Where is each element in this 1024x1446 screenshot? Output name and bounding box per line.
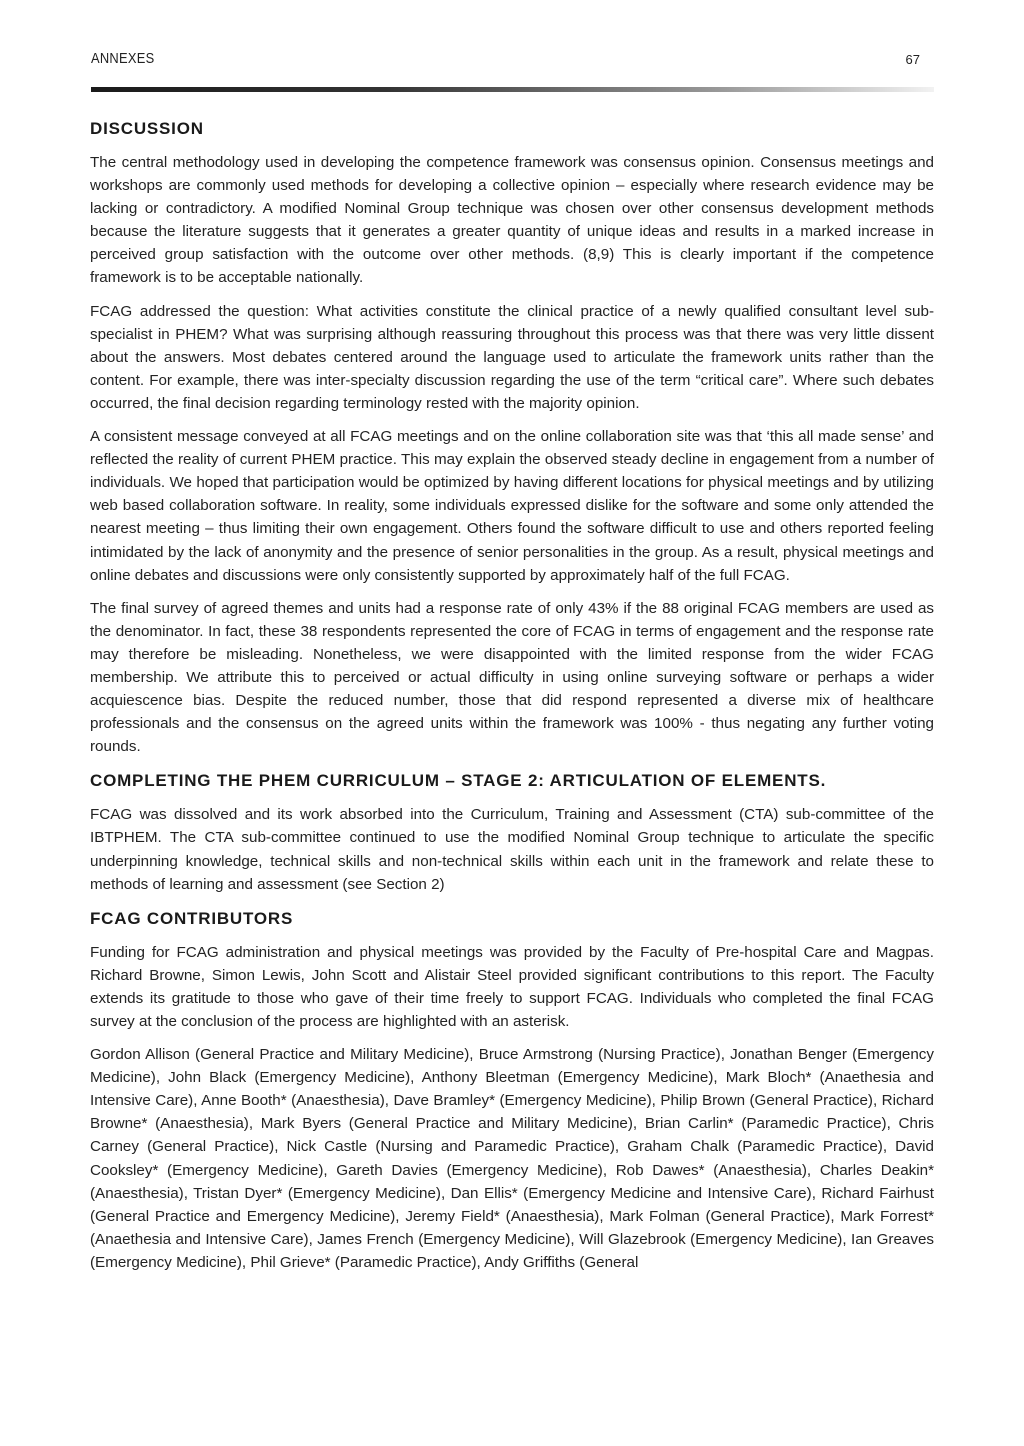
section-curriculum-stage-2 [90, 770, 934, 895]
header-divider [91, 87, 934, 92]
paragraph: FCAG addressed the question: What activities constitute the clinical practice of a newly qualified consultant level sub-specialist in PHEM? What was surprising although reassuring throughout this process was that there was very little dissent about the answers. Most debates centered around the language used to articulate the framework units rather than the content. For example, there was inter-specialty discussion regarding the use of the term “critical care”. Where such debates occurred, the final decision regarding terminology rested with the majority opinion. [90, 302, 934, 412]
paragraph: The final survey of agreed themes and units had a response rate of only 43% if the 88 original FCAG members are used as the denominator. In fact, these 38 respondents represented the core of FCAG in terms of engagement and the response rate may therefore be misleading. Nonetheless, we were disappointed with the limited response from the wider FCAG membership. We attribute this to perceived or actual difficulty in using online surveying software or perhaps a wider acquiescence bias. Despite the reduced number, those that did respond represented a diverse mix of healthcare professionals and the consensus on the agreed units within the framework was 100% - thus negating any further voting rounds. [90, 599, 934, 756]
running-header [91, 50, 933, 72]
section-heading: DISCUSSION [90, 119, 204, 138]
section-discussion [90, 118, 934, 758]
paragraph: A consistent message conveyed at all FCAG meetings and on the online collaboration site was that ‘this all made sense’ and reflected the reality of current PHEM practice. This may explain the observed steady decline in engagement from a number of individuals. We hoped that participation would be optimized by having different locations for physical meetings and by utilizing web based collaboration software. In reality, some individuals expressed dislike for the software and some only attended the nearest meeting – thus limiting their own engagement. Others found the software difficult to use and others reported feeling intimidated by the lack of anonymity and the presence of senior personalities in the group. As a result, physical meetings and online debates and discussions were only consistently supported by approximately half of the full FCAG. [90, 428, 934, 584]
section-heading: FCAG CONTRIBUTORS [90, 908, 294, 928]
running-title: ANNEXES [91, 50, 155, 67]
paragraph: The central methodology used in developing the competence framework was consensus opinion. Consensus meetings and workshops are commonly used methods for developing a collective opinion – especially where research evidence may be lacking or contradictory. A modified Nominal Group technique was chosen over other consensus development methods because the literature suggests that it generates a greater quantity of unique ideas and results in a marked increase in perceived group satisfaction with the outcome over other methods. (8,9) This is clearly important if the competence framework is to be acceptable nationally. [90, 154, 934, 287]
section-fcag-contributors [90, 908, 934, 1274]
page-body [90, 118, 934, 1284]
page-number: 67 [905, 52, 920, 67]
section-heading: COMPLETING THE PHEM CURRICULUM – STAGE 2: ARTICULATION OF ELEMENTS. [90, 771, 827, 791]
contributors-list: Gordon Allison (General Practice and Military Medicine), Bruce Armstrong (Nursing Practice), Jonathan Benger (Emergency Medicine), John Black (Emergency Medicine), Anthony Bleetman (Emergency Medicine), Mark Bloch* (Anaethesia and Intensive Care), Anne Booth* (Anaesthesia), Dave Bramley* (Emergency Medicine), Philip Brown (General Practice), Richard Browne* (Anaesthesia), Mark Byers (General Practice and Military Medicine), Brian Carlin* (Paramedic Practice), Chris Carney (General Practice), Nick Castle (Nursing and Paramedic Practice), Graham Chalk (Paramedic Practice), David Cooksley* (Emergency Medicine), Gareth Davies (Emergency Medicine), Rob Dawes* (Anaesthesia), Charles Deakin* (Anaesthesia), Tristan Dyer* (Emergency Medicine), Dan Ellis* (Emergency Medicine and Intensive Care), Richard Fairhust (General Practice and Emergency Medicine), Jeremy Field* (Anaesthesia), Mark Folman (General Practice), Mark Forrest* (Anaethesia and Intensive Care), James French (Emergency Medicine), Will Glazebrook (Emergency Medicine), Ian Greaves (Emergency Medicine), Phil Grieve* (Paramedic Practice), Andy Griffiths (General [90, 1046, 934, 1271]
paragraph: FCAG was dissolved and its work absorbed into the Curriculum, Training and Assessment (CTA) sub-committee of the IBTPHEM. The CTA sub-committee continued to use the modified Nominal Group technique to articulate the specific underpinning knowledge, technical skills and non-technical skills within each unit in the framework and relate these to methods of learning and assessment (see Section 2) [90, 806, 934, 893]
paragraph: Funding for FCAG administration and physical meetings was provided by the Faculty of Pre-hospital Care and Magpas. Richard Browne, Simon Lewis, John Scott and Alistair Steel provided significant contributions to this report. The Faculty extends its gratitude to those who gave of their time freely to support FCAG. Individuals who completed the final FCAG survey at the conclusion of the process are highlighted with an asterisk. [90, 943, 934, 1030]
